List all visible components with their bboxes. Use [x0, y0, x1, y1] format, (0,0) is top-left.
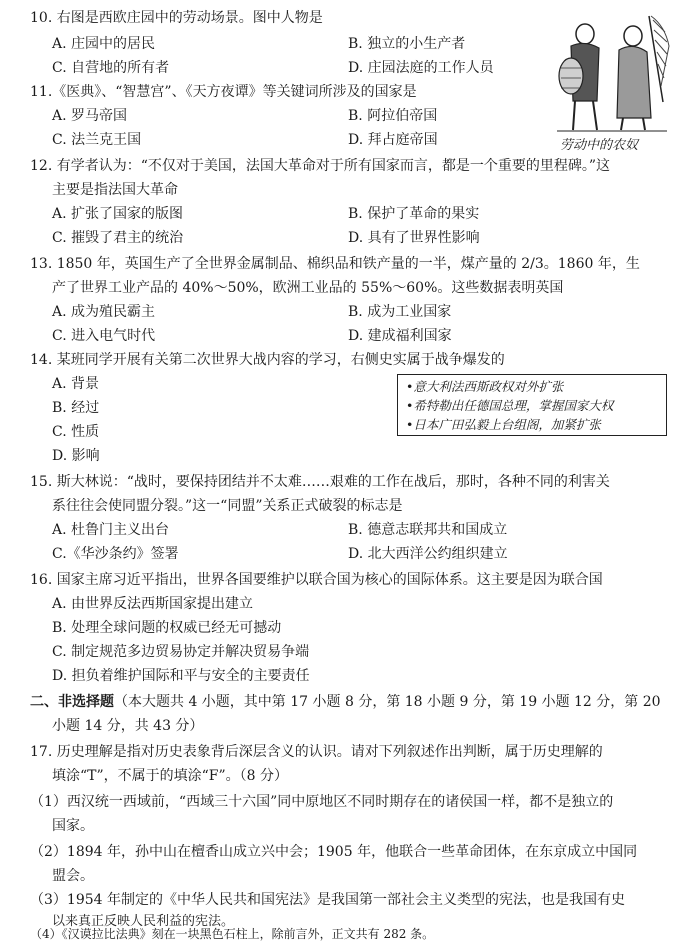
q13-option-c: C. 进入电气时代 — [52, 328, 156, 344]
q14-option-a: A. 背景 — [52, 376, 100, 392]
q12-option-b: B. 保护了革命的果实 — [348, 206, 480, 222]
section-title: 二、非选择题 — [30, 694, 114, 710]
q11-option-d: D. 拜占庭帝国 — [348, 132, 438, 148]
q17-item-1-continued: 国家。 — [52, 818, 94, 834]
q10-option-d: D. 庄园法庭的工作人员 — [348, 60, 494, 76]
q14-option-b: B. 经过 — [52, 400, 100, 416]
q17-item-2-continued: 盟会。 — [52, 868, 94, 884]
q17-item-3-continued: 以来真正反映人民利益的宪法。 — [52, 914, 235, 929]
fact-item: •意大利法西斯政权对外扩张 — [406, 379, 564, 394]
q11-option-c: C. 法兰克王国 — [52, 132, 142, 148]
q15-stem-continued: 系往往会使同盟分裂。”这一“同盟”关系正式破裂的标志是 — [52, 498, 403, 514]
q17-item-3: （3）1954 年制定的《中华人民共和国宪法》是我国第一部社会主义类型的宪法，也是我国有史 — [30, 892, 625, 908]
historical-facts-box — [397, 374, 667, 436]
q15-option-c: C.《华沙条约》签署 — [52, 546, 179, 562]
q16-stem: 16. 国家主席习近平指出，世界各国要维护以联合国为核心的国际体系。这主要是因为联合国 — [30, 572, 603, 588]
q17-item-2: （2）1894 年，孙中山在檀香山成立兴中会；1905 年，他联合一些革命团体，在东京成立中国同 — [30, 844, 638, 860]
q10-stem: 10. 右图是西欧庄园中的劳动场景。图中人物是 — [30, 10, 323, 26]
q14-option-d: D. 影响 — [52, 448, 100, 464]
illustration-caption: 劳动中的农奴 — [560, 138, 639, 153]
q12-option-c: C. 摧毁了君主的统治 — [52, 230, 184, 246]
q11-option-b: B. 阿拉伯帝国 — [348, 108, 438, 124]
q15-stem: 15. 斯大林说：“战时，要保持团结并不太难……艰难的工作在战后，那时，各种不同的利害关 — [30, 474, 610, 490]
q16-option-a: A. 由世界反法西斯国家提出建立 — [52, 596, 254, 612]
fact-item: •日本广田弘毅上台组阁，加紧扩张 — [406, 417, 601, 432]
q16-option-c: C. 制定规范多边贸易协定并解决贸易争端 — [52, 644, 310, 660]
q13-stem: 13. 1850 年，英国生产了全世界金属制品、棉织品和铁产量的一半，煤产量的 2/3。1860 年，生 — [30, 256, 640, 272]
q17-stem-continued: 填涂“T”，不属于的填涂“F”。（8 分） — [52, 768, 289, 784]
section-note-continued: 小题 14 分，共 43 分） — [52, 718, 204, 734]
q13-option-d: D. 建成福利国家 — [348, 328, 452, 344]
q15-option-b: B. 德意志联邦共和国成立 — [348, 522, 508, 538]
q12-stem-continued: 主要是指法国大革命 — [52, 182, 178, 198]
fact-item: •希特勒出任德国总理，掌握国家大权 — [406, 398, 614, 413]
q17-item-1: （1）西汉统一西域前，“西域三十六国”同中原地区不同时期存在的诸侯国一样，都不是独立的 — [30, 794, 614, 810]
q13-option-b: B. 成为工业国家 — [348, 304, 452, 320]
section-heading — [30, 692, 661, 712]
q12-option-d: D. 具有了世界性影响 — [348, 230, 480, 246]
q10-option-c: C. 自营地的所有者 — [52, 60, 170, 76]
q16-option-b: B. 处理全球问题的权威已经无可撼动 — [52, 620, 282, 636]
q12-stem: 12. 有学者认为：“不仅对于美国，法国大革命对于所有国家而言，都是一个重要的里程碑。”这 — [30, 158, 611, 174]
q11-option-a: A. 罗马帝国 — [52, 108, 128, 124]
q15-option-a: A. 杜鲁门主义出台 — [52, 522, 170, 538]
q14-stem: 14. 某班同学开展有关第二次世界大战内容的学习，右侧史实属于战争爆发的 — [30, 352, 505, 368]
q16-option-d: D. 担负着维护国际和平与安全的主要责任 — [52, 668, 310, 684]
section-note: （本大题共 4 小题，其中第 17 小题 8 分，第 18 小题 9 分，第 19 小题 12 分，第 20 — [114, 694, 661, 710]
q12-option-a: A. 扩张了国家的版图 — [52, 206, 184, 222]
q10-option-b: B. 独立的小生产者 — [348, 36, 466, 52]
q11-stem: 11.《医典》、“智慧宫”、《天方夜谭》等关键词所涉及的国家是 — [30, 84, 417, 100]
q10-option-a: A. 庄园中的居民 — [52, 36, 156, 52]
q13-option-a: A. 成为殖民霸主 — [52, 304, 156, 320]
q14-option-c: C. 性质 — [52, 424, 100, 440]
q13-stem-continued: 产了世界工业产品的 40%～50%，欧洲工业品的 55%～60%。这些数据表明英国 — [52, 280, 564, 296]
q17-stem: 17. 历史理解是指对历史表象背后深层含义的认识。请对下列叙述作出判断，属于历史理解的 — [30, 744, 603, 760]
q15-option-d: D. 北大西洋公约组织建立 — [348, 546, 508, 562]
q17-item-4: （4）《汉谟拉比法典》刻在一块黑色石柱上，除前言外，正文共有 282 条。 — [30, 927, 435, 941]
